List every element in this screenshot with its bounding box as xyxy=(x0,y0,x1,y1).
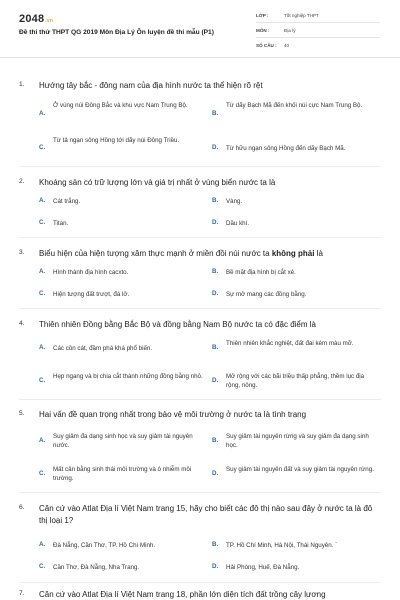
option-letter: A. xyxy=(39,110,46,117)
option-text: Từ dãy Bạch Mã đến khối núi cực Nam Trung Bộ. xyxy=(226,102,363,109)
option-text: Vàng. xyxy=(226,198,243,205)
option-text: Từ hữu ngạn sông Hồng đến dãy Bạch Mã. xyxy=(226,145,346,152)
meta-divider xyxy=(256,37,380,38)
question-text: Khoáng sản có trữ lượng lớn và giá trị nhất ở vùng biển nước ta là xyxy=(39,178,276,187)
logo-main: 2048 xyxy=(19,13,45,25)
meta-value: Tốt nghiệp THPT xyxy=(284,13,319,18)
option-text: Hẹp ngang và bị chia cắt thành những đồng bằng nhỏ. xyxy=(53,373,203,380)
option-text: Suy giảm tài nguyên rừng và suy giảm đa dạng sinh học. xyxy=(226,433,369,449)
option-letter: A. xyxy=(39,268,46,275)
option-letter: D. xyxy=(212,377,219,384)
option-text: Thiên nhiên khắc nghiệt, đất đai kém màu mỡ. xyxy=(226,340,354,347)
meta-row-count xyxy=(256,41,380,53)
question-number: 3. xyxy=(19,249,25,256)
option-text: Hải Phòng, Huế, Đà Nẵng. xyxy=(226,564,300,571)
option-letter: C. xyxy=(39,470,46,477)
option-text: Các cồn cát, đầm phá khá phổ biến. xyxy=(53,345,153,352)
meta-row-subject xyxy=(256,26,380,38)
option-letter: B. xyxy=(212,110,219,117)
option-text: Mất cân bằng sinh thái môi trường và ô nhiễm môi trường. xyxy=(53,466,192,482)
option-text: Cát trắng. xyxy=(53,198,81,205)
question-text: Hướng tây bắc - đông nam của địa hình nước ta thể hiện rõ rệt xyxy=(39,81,263,90)
option-text: Titan. xyxy=(53,220,69,227)
divider xyxy=(19,582,381,583)
option-letter: B. xyxy=(212,197,219,204)
option-text: Từ tả ngạn sông Hồng tới dãy núi Đông Triều. xyxy=(53,137,180,144)
meta-label: SỐ CÂU : xyxy=(256,43,277,48)
option-letter: A. xyxy=(39,344,46,351)
question-number: 7. xyxy=(19,590,25,597)
divider xyxy=(19,492,381,493)
option-text: Cần Thơ, Đà Nẵng, Nha Trang. xyxy=(53,564,140,571)
option-text: Ở vùng núi Đông Bắc và khu vực Nam Trung Bộ. xyxy=(53,102,188,109)
option-letter: A. xyxy=(39,541,46,548)
divider xyxy=(19,399,381,400)
option-letter: B. xyxy=(212,268,219,275)
option-letter: D. xyxy=(212,470,219,477)
option-text: Bề mặt địa hình bị cắt xẻ. xyxy=(226,269,296,276)
document-header xyxy=(0,0,400,58)
option-letter: C. xyxy=(39,219,46,226)
option-letter: D. xyxy=(212,563,219,570)
question-text: Thiên nhiên Đồng bằng Bắc Bộ và đồng bằng Nam Bộ nước ta có đặc điểm là xyxy=(39,320,316,329)
option-text: Sự mở mang các đồng bằng. xyxy=(226,291,307,298)
logo-suffix: .vn xyxy=(45,18,54,24)
question-text: Căn cứ vào Atlat Địa lí Việt Nam trang 18, phần lớn diện tích đất trồng cây lương xyxy=(39,590,326,599)
option-text: Hình thành địa hình cacxto. xyxy=(53,269,129,276)
option-text: TP. Hồ Chí Minh, Hà Nội, Thái Nguyên. ` xyxy=(226,542,338,549)
meta-value: Địa lý xyxy=(284,28,296,33)
meta-row-class xyxy=(256,11,380,23)
option-text: Hiện tượng đất trượt, đá lở. xyxy=(53,291,130,298)
divider xyxy=(19,166,381,167)
question-number: 4. xyxy=(19,320,25,327)
option-letter: D. xyxy=(212,290,219,297)
option-letter: A. xyxy=(39,437,46,444)
meta-value: 40 xyxy=(284,43,290,48)
question-text: Biểu hiện của hiện tượng xâm thực mạnh ở miền đồi núi nước ta không phải là xyxy=(39,249,323,258)
question-text: Hai vấn đề quan trọng nhất trong bảo vệ môi trường ở nước ta là tình trạng xyxy=(39,410,307,419)
option-letter: C. xyxy=(39,563,46,570)
question-number: 6. xyxy=(19,504,25,511)
option-letter: D. xyxy=(212,219,219,226)
option-letter: C. xyxy=(39,377,46,384)
meta-label: LỚP : xyxy=(256,13,269,18)
divider xyxy=(19,308,381,309)
option-letter: A. xyxy=(39,197,46,204)
site-logo[interactable] xyxy=(19,13,53,25)
option-text: Mở rộng với các bãi triều thấp phẳng, thềm lục địa rộng, nông. xyxy=(226,373,365,389)
page-title: Đề thi thử THPT QG 2019 Môn Địa Lý Ôn luyện đề thi mẫu (P1) xyxy=(19,29,214,36)
question-text: Căn cứ vào Atlat Địa lí Việt Nam trang 15, hãy cho biết các đô thị nào sau đây ở nước ta là đô thị loại 1? xyxy=(39,504,373,525)
question-number: 2. xyxy=(19,178,25,185)
option-letter: B. xyxy=(212,344,219,351)
question-number: 1. xyxy=(19,81,25,88)
option-letter: C. xyxy=(39,144,46,151)
meta-label: MÔN : xyxy=(256,28,270,33)
option-letter: C. xyxy=(39,290,46,297)
option-letter: B. xyxy=(212,541,219,548)
option-text: Suy giảm tài nguyên đất và suy giảm tài nguyên rừng. xyxy=(226,466,374,473)
option-text: Đà Nẵng, Cần Thơ, TP. Hồ Chí Minh. xyxy=(53,542,156,549)
option-letter: D. xyxy=(212,144,219,151)
question-number: 5. xyxy=(19,410,25,417)
divider xyxy=(19,237,381,238)
meta-divider xyxy=(256,22,380,23)
option-letter: B. xyxy=(212,437,219,444)
option-text: Dầu khí. xyxy=(226,220,250,227)
option-text: Suy giảm đa dạng sinh học và suy giảm tài nguyên nước. xyxy=(53,433,193,449)
